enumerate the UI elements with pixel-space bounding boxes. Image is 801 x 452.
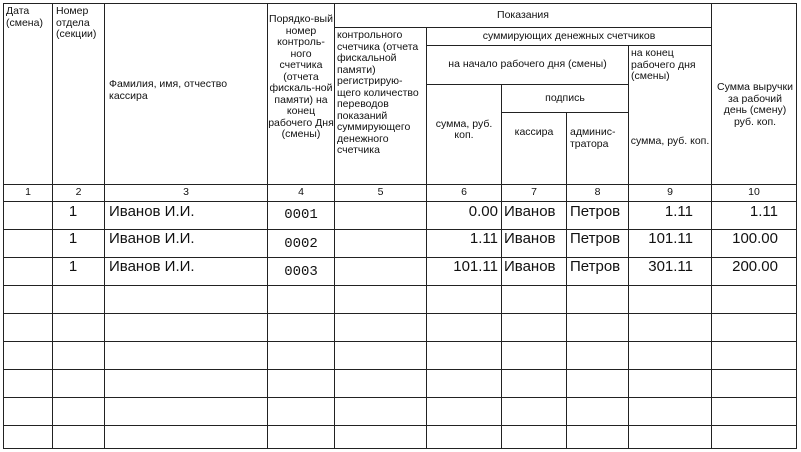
column-number-4: 4 [298, 186, 304, 199]
header-summing-counters: суммирующих денежных счетчиков [482, 29, 656, 42]
header-end-sum: сумма, руб. коп. [630, 135, 710, 148]
row3-sig-admin: Петров [570, 258, 621, 275]
header-control-counter: контрольного счетчика (отчета фискальной памяти) регистрирую-щего количество переводов показаний суммирующего денежного счетчика [337, 30, 419, 156]
row2-revenue: 100.00 [732, 230, 778, 247]
header-start-of-day: на начало рабочего дня (смены) [448, 58, 607, 71]
row1-revenue: 1.11 [749, 203, 778, 220]
column-number-2: 2 [75, 186, 82, 199]
row3-start-sum: 101.11 [453, 258, 498, 275]
column-number-1: 1 [25, 186, 31, 199]
row1-counter-number: 0001 [284, 207, 318, 223]
header-start-sum: сумма, руб. коп. [435, 117, 493, 141]
column-number-5: 5 [377, 186, 384, 199]
column-number-7: 7 [531, 186, 537, 199]
row2-sig-cashier: Иванов [504, 230, 556, 247]
header-end-of-day: на конец рабочего дня (смены) [631, 48, 696, 82]
column-number-10: 10 [748, 186, 760, 199]
row3-cashier: Иванов И.И. [109, 258, 195, 275]
row1-end-sum: 1.11 [664, 203, 693, 220]
header-section-number: Номер отдела (секции) [56, 6, 97, 40]
row3-sig-cashier: Иванов [504, 258, 556, 275]
header-date: Дата (смена) [6, 6, 43, 29]
row3-end-sum: 301.11 [648, 258, 693, 275]
row2-cashier: Иванов И.И. [109, 230, 195, 247]
header-cashier-name: Фамилия, имя, отчество кассира [109, 79, 228, 102]
header-signature: подпись [545, 91, 585, 104]
row2-section: 1 [68, 230, 78, 247]
row3-section: 1 [68, 258, 78, 275]
column-number-6: 6 [461, 186, 467, 199]
row2-start-sum: 1.11 [469, 230, 498, 247]
row1-cashier: Иванов И.И. [109, 203, 195, 220]
header-sig-admin: админис-тратора [570, 127, 616, 150]
header-sig-cashier: кассира [514, 126, 554, 139]
row2-end-sum: 101.11 [648, 230, 693, 247]
header-revenue: Сумма выручки за рабочий день (смену) руб. коп. [717, 81, 793, 128]
row2-sig-admin: Петров [570, 230, 621, 247]
header-counter-number: Порядко-вый номер контроль-ного счетчика (отчета фискаль-ной памяти) на конец рабочего Дня (смены) [268, 14, 334, 140]
row1-sig-admin: Петров [570, 203, 621, 220]
row1-start-sum: 0.00 [468, 203, 498, 220]
column-number-8: 8 [594, 186, 601, 199]
row3-counter-number: 0003 [284, 264, 318, 280]
column-number-9: 9 [667, 186, 673, 199]
row1-section: 1 [68, 203, 78, 220]
column-number-3: 3 [183, 186, 189, 199]
row3-revenue: 200.00 [732, 258, 778, 275]
row1-sig-cashier: Иванов [504, 203, 556, 220]
header-readings: Показания [497, 8, 549, 21]
row2-counter-number: 0002 [284, 236, 318, 252]
